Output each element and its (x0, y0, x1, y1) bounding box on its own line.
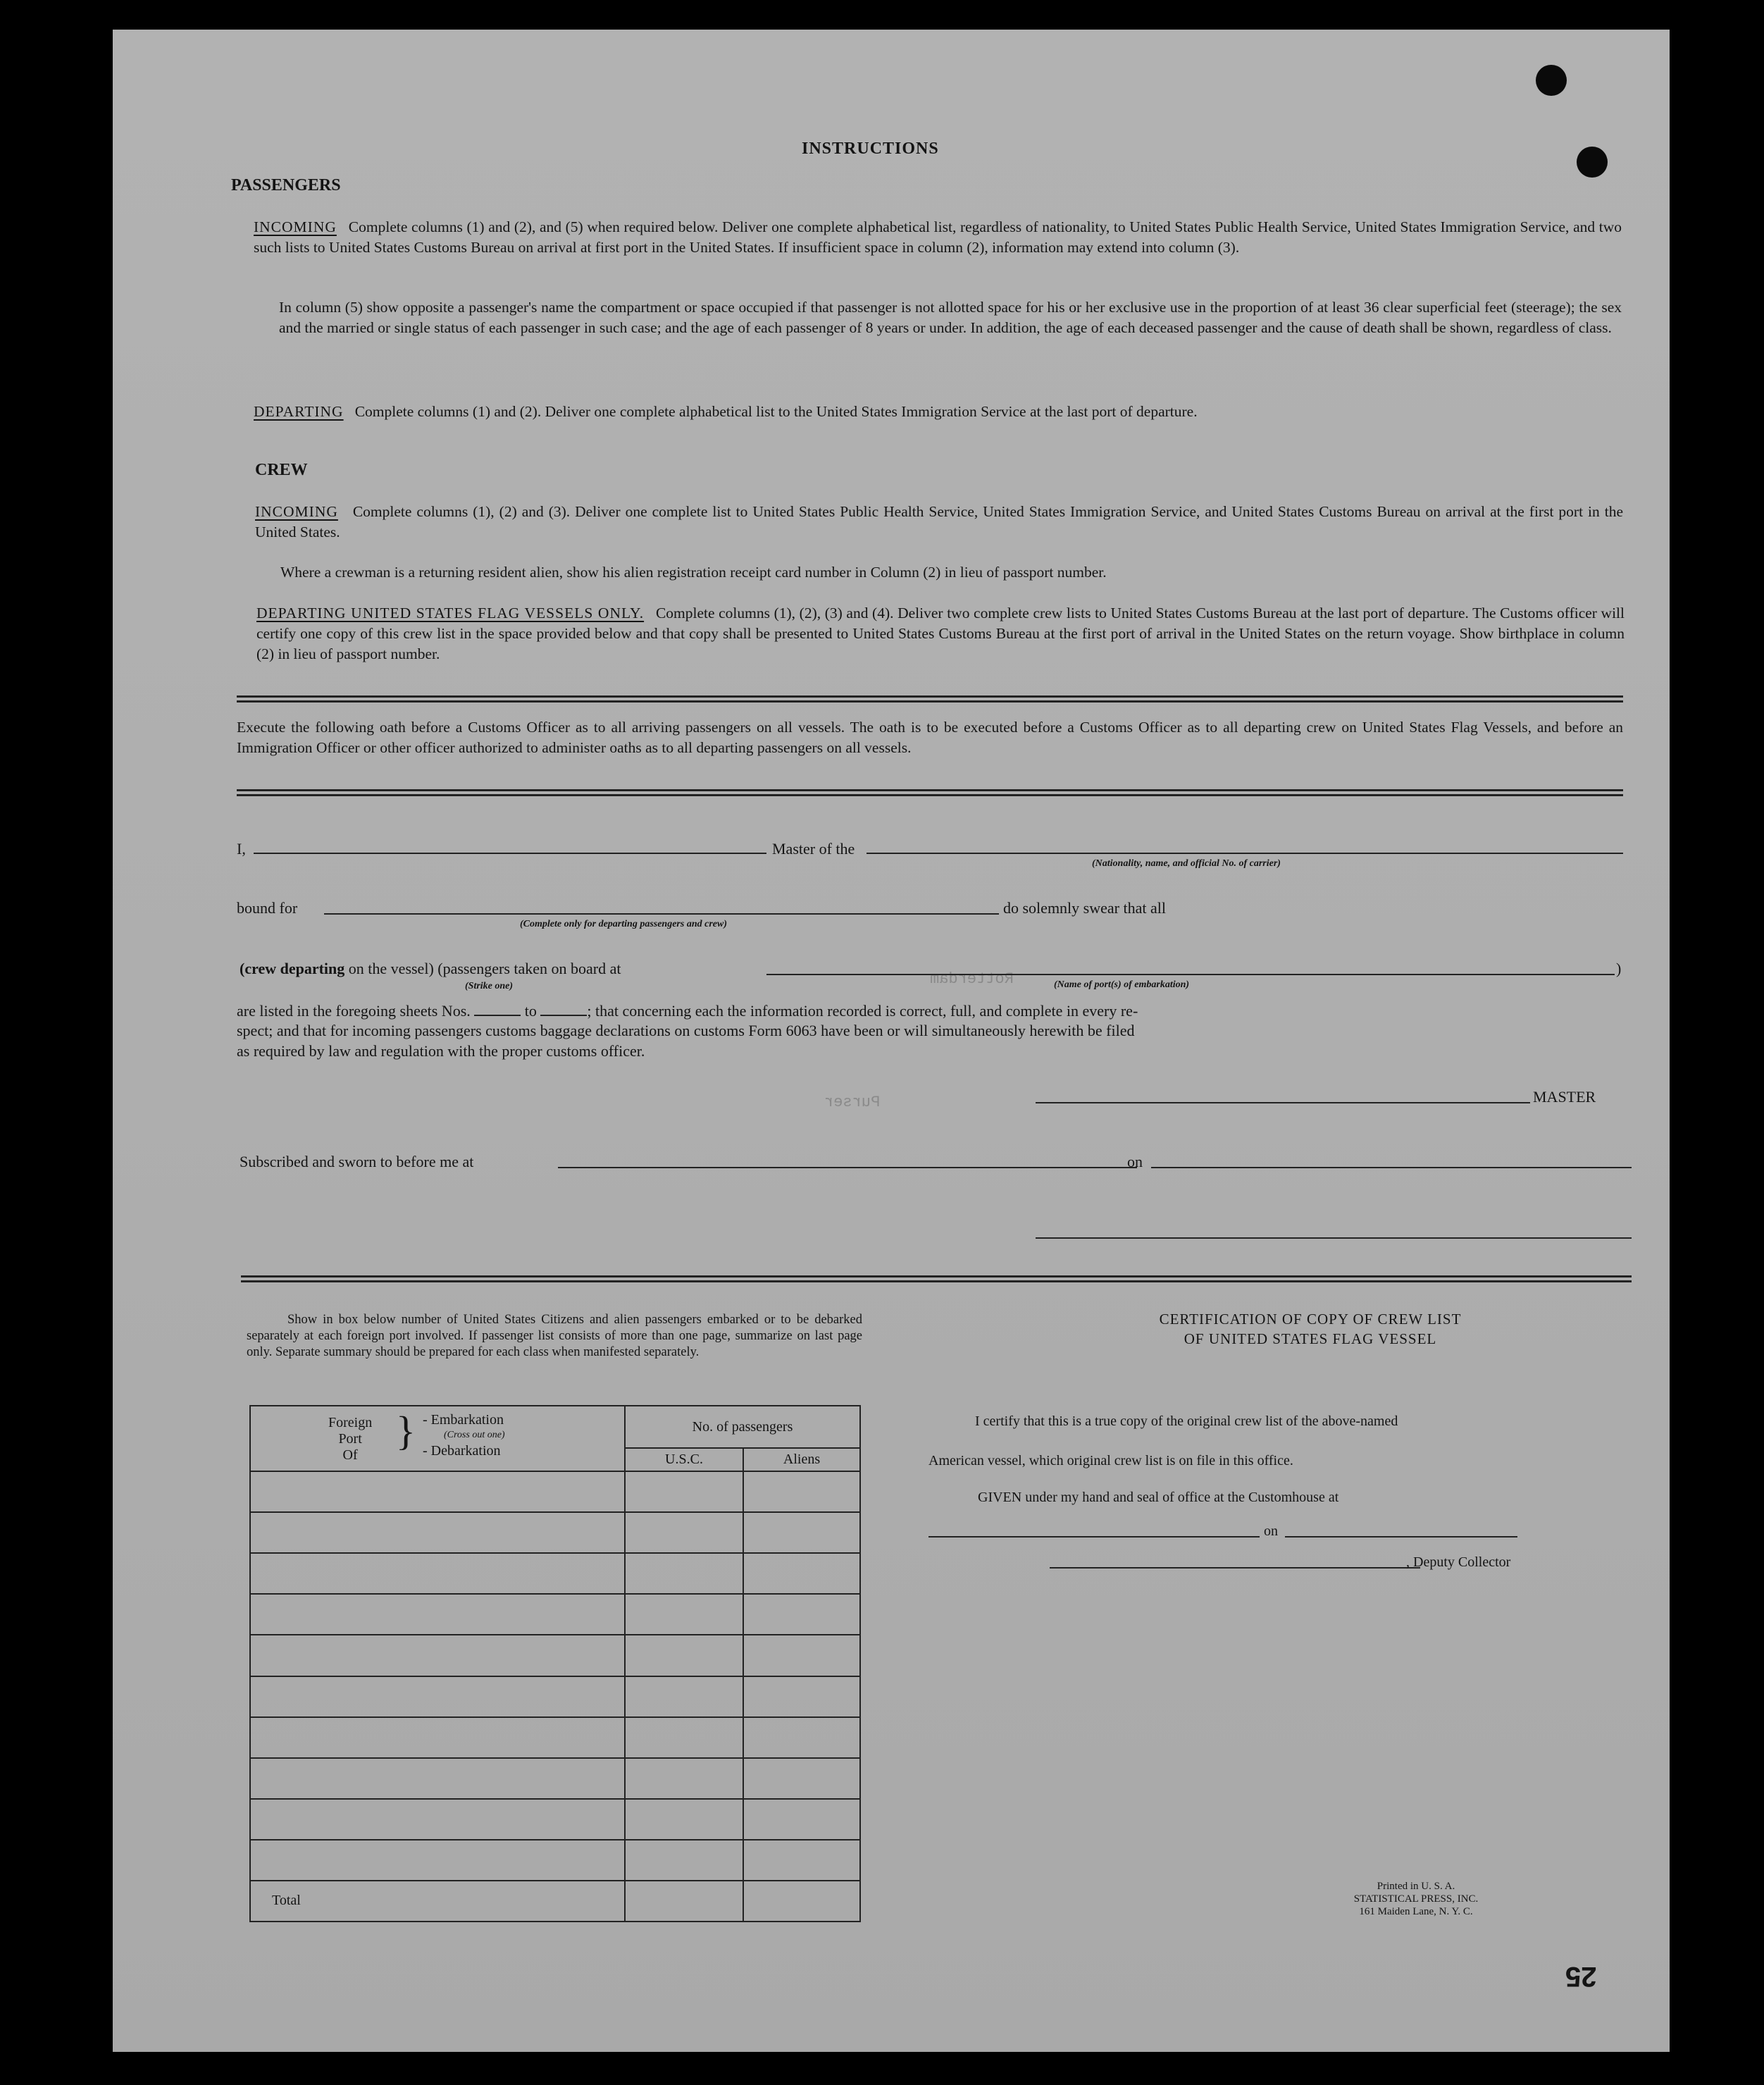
summary-note: Show in box below number of United States Citizens and alien passengers embarked or to be debarked separately at each foreign port involved. If passenger list consists of more than one page, summarize on last page only. Separate summary should be prepared for each class when manifested separately. (247, 1313, 862, 1359)
listed-line-3: as required by law and regulation with the proper customs officer. (237, 1042, 645, 1060)
total-label: Total (250, 1881, 625, 1922)
printer-line-2: STATISTICAL PRESS, INC. (1353, 1893, 1479, 1905)
usc-cell[interactable] (625, 1553, 743, 1594)
deputy-collector-label: , Deputy Collector (1406, 1554, 1511, 1570)
embarkation-label: - Embarkation (423, 1412, 504, 1428)
carrier-note: (Nationality, name, and official No. of carrier) (1092, 858, 1281, 869)
certify-on-label: on (1264, 1523, 1278, 1539)
master-name-field[interactable] (254, 853, 766, 854)
foreign-label: Foreign (328, 1415, 373, 1430)
passenger-summary-table (249, 1405, 861, 1922)
departing-flag-label: DEPARTING UNITED STATES FLAG VESSELS ONLY. (256, 605, 645, 621)
brace-glyph: } (396, 1408, 416, 1454)
bound-for-note: (Complete only for departing passengers and crew) (520, 919, 727, 929)
section-divider (237, 695, 1623, 703)
certify-line-1: I certify that this is a true copy of the original crew list of the above-named (975, 1413, 1398, 1429)
incoming-text: Complete columns (1) and (2), and (5) when required below. Deliver one complete alphabetical list, regardless of nationality, to United States Public Health Service, United States Immigration Service, and two such lists to United States Customs Bureau on arrival at first port in the United States. If insufficient space in column (2), information may extend into column (3). (254, 218, 1622, 256)
sheet-to-field[interactable] (540, 1015, 587, 1016)
sworn-place-field[interactable] (558, 1167, 1137, 1168)
aliens-cell[interactable] (743, 1553, 860, 1594)
departing-label: DEPARTING (254, 403, 344, 420)
column5-paragraph: In column (5) show opposite a passenger's name the compartment or space occupied if that passenger is not allotted space for his or her exclusive use in the proportion of at least 36 clear superficial feet (steerage); the sex and the married or single status of each passenger in such case; and the age of each passenger of 8 years or under. In addition, the age of each deceased passenger and the cause of death shall be shown, regardless of class. (279, 299, 1622, 336)
aliens-cell[interactable] (743, 1512, 860, 1553)
foreign-port-header (250, 1406, 625, 1471)
departing-flag-paragraph (256, 603, 1625, 664)
usc-cell[interactable] (625, 1676, 743, 1717)
usc-cell[interactable] (625, 1635, 743, 1676)
aliens-header: Aliens (743, 1448, 860, 1471)
port-cell[interactable] (250, 1799, 625, 1840)
bleed-through-text: Purser (824, 1094, 881, 1111)
bleed-through-text: Rotterdam (930, 970, 1014, 988)
certification-title-line-1: CERTIFICATION OF COPY OF CREW LIST (1159, 1311, 1462, 1328)
passengers-departing-paragraph (254, 402, 1622, 422)
port-cell[interactable] (250, 1553, 625, 1594)
incoming-label: INCOMING (254, 218, 337, 235)
total-aliens-cell[interactable] (743, 1881, 860, 1922)
master-signature-field[interactable] (1036, 1102, 1530, 1103)
deputy-signature-field[interactable] (1050, 1567, 1420, 1569)
port-cell[interactable] (250, 1635, 625, 1676)
crew-departing-label: (crew departing (240, 960, 345, 977)
form-sheet (113, 30, 1670, 2052)
crewman-paragraph: Where a crewman is a returning resident alien, show his alien registration receipt card number in Column (2) in lieu of passport number. (280, 564, 1107, 581)
debarkation-label: - Debarkation (423, 1443, 501, 1459)
oath-intro: Execute the following oath before a Customs Officer as to all arriving passengers on all vessels. The oath is to be executed before a Customs Officer as to all departing crew on United States Flag Vessels, and before an Immigration Officer or other officer authorized to administer oaths as to all departing passengers on all vessels. (237, 719, 1623, 756)
aliens-cell[interactable] (743, 1635, 860, 1676)
listed-text-b: ; that concerning each the information recorded is correct, full, and complete in every re- (587, 1002, 1138, 1020)
departing-text: Complete columns (1) and (2). Deliver one complete alphabetical list to the United States Immigration Service at the last port of departure. (354, 403, 1198, 420)
section-divider (237, 789, 1623, 796)
instructions-title: INSTRUCTIONS (802, 140, 939, 158)
customhouse-field[interactable] (928, 1536, 1260, 1538)
port-cell[interactable] (250, 1512, 625, 1553)
usc-header: U.S.C. (625, 1448, 743, 1471)
master-label: MASTER (1533, 1088, 1596, 1106)
total-usc-cell[interactable] (625, 1881, 743, 1922)
listed-line-2: spect; and that for incoming passengers customs baggage declarations on customs Form 6063 have been or will simultaneously herewith be filed (237, 1022, 1135, 1039)
on-the-vessel-label: on the vessel) (348, 960, 434, 977)
sheet-from-field[interactable] (474, 1015, 521, 1016)
punch-hole (1577, 147, 1608, 178)
usc-cell[interactable] (625, 1799, 743, 1840)
port-cell[interactable] (250, 1717, 625, 1758)
port-cell[interactable] (250, 1676, 625, 1717)
aliens-cell[interactable] (743, 1758, 860, 1799)
crew-incoming-paragraph (255, 502, 1623, 543)
aliens-cell[interactable] (743, 1840, 860, 1881)
section-divider (241, 1275, 1632, 1282)
usc-cell[interactable] (625, 1594, 743, 1635)
ports-note: (Name of port(s) of embarkation) (1054, 979, 1190, 990)
crew-passengers-line (240, 960, 621, 978)
departing-flag-text: Complete columns (1), (2), (3) and (4). Deliver two complete crew lists to United States Customs Bureau at the last port of departure. The Customs officer will certify one copy of this crew list in the space provided below and that copy shall be presented to United States Customs Bureau at the first port of arrival in the United States on the return voyage. Show birthplace in column (2) in lieu of passport number. (256, 605, 1625, 662)
carrier-field[interactable] (867, 853, 1623, 854)
do-swear-label: do solemnly swear that all (1003, 899, 1166, 917)
crew-incoming-text: Complete columns (1), (2) and (3). Deliver one complete list to United States Public Health Service, United States Immigration Service, and United States Customs Bureau on arrival at the first port in the United States. (255, 503, 1623, 540)
usc-cell[interactable] (625, 1512, 743, 1553)
subscribed-label: Subscribed and sworn to before me at (240, 1153, 474, 1170)
certify-line-3: GIVEN under my hand and seal of office at the Customhouse at (978, 1490, 1339, 1505)
listed-text-a: are listed in the foregoing sheets Nos. (237, 1002, 471, 1020)
printer-line-1: Printed in U. S. A. (1377, 1881, 1455, 1892)
port-cell[interactable] (250, 1758, 625, 1799)
passengers-taken-label: (passengers taken on board at (437, 960, 621, 977)
crew-incoming-label: INCOMING (255, 503, 338, 520)
port-cell[interactable] (250, 1840, 625, 1881)
close-paren: ) (1616, 960, 1622, 977)
punch-hole (1536, 65, 1567, 96)
bound-for-label: bound for (237, 899, 298, 917)
port-label: Port (338, 1431, 362, 1447)
certification-title-line-2: OF UNITED STATES FLAG VESSEL (1184, 1330, 1437, 1347)
certification-title (1021, 1309, 1599, 1349)
aliens-cell[interactable] (743, 1799, 860, 1840)
page-number: 25 (1565, 1961, 1597, 1992)
strike-one-note: (Strike one) (465, 981, 514, 991)
no-passengers-header: No. of passengers (625, 1406, 860, 1448)
listed-paragraph (237, 1001, 1632, 1021)
bound-for-field[interactable] (324, 913, 999, 915)
passengers-incoming-paragraph (254, 217, 1622, 258)
aliens-cell[interactable] (743, 1676, 860, 1717)
usc-cell[interactable] (625, 1717, 743, 1758)
usc-cell[interactable] (625, 1758, 743, 1799)
officer-signature-field[interactable] (1036, 1237, 1632, 1239)
embarkation-ports-field[interactable] (766, 974, 1615, 975)
port-cell[interactable] (250, 1594, 625, 1635)
aliens-cell[interactable] (743, 1594, 860, 1635)
printer-imprint (1310, 1880, 1522, 1918)
certify-line-2: American vessel, which original crew list is on file in this office. (928, 1453, 1293, 1468)
oath-i-label: I, (237, 840, 246, 858)
printer-line-3: 161 Maiden Lane, N. Y. C. (1359, 1906, 1473, 1917)
usc-cell[interactable] (625, 1471, 743, 1512)
cross-out-note: (Cross out one) (444, 1430, 505, 1440)
passengers-heading: PASSENGERS (231, 176, 341, 194)
listed-to-label: to (524, 1002, 537, 1020)
master-of-the-label: Master of the (772, 840, 855, 858)
aliens-cell[interactable] (743, 1471, 860, 1512)
of-label: Of (342, 1447, 358, 1463)
usc-cell[interactable] (625, 1840, 743, 1881)
aliens-cell[interactable] (743, 1717, 860, 1758)
sworn-date-field[interactable] (1151, 1167, 1632, 1168)
certify-date-field[interactable] (1285, 1536, 1517, 1538)
sworn-on-label: on (1127, 1153, 1143, 1170)
port-cell[interactable] (250, 1471, 625, 1512)
crew-heading: CREW (255, 461, 308, 479)
